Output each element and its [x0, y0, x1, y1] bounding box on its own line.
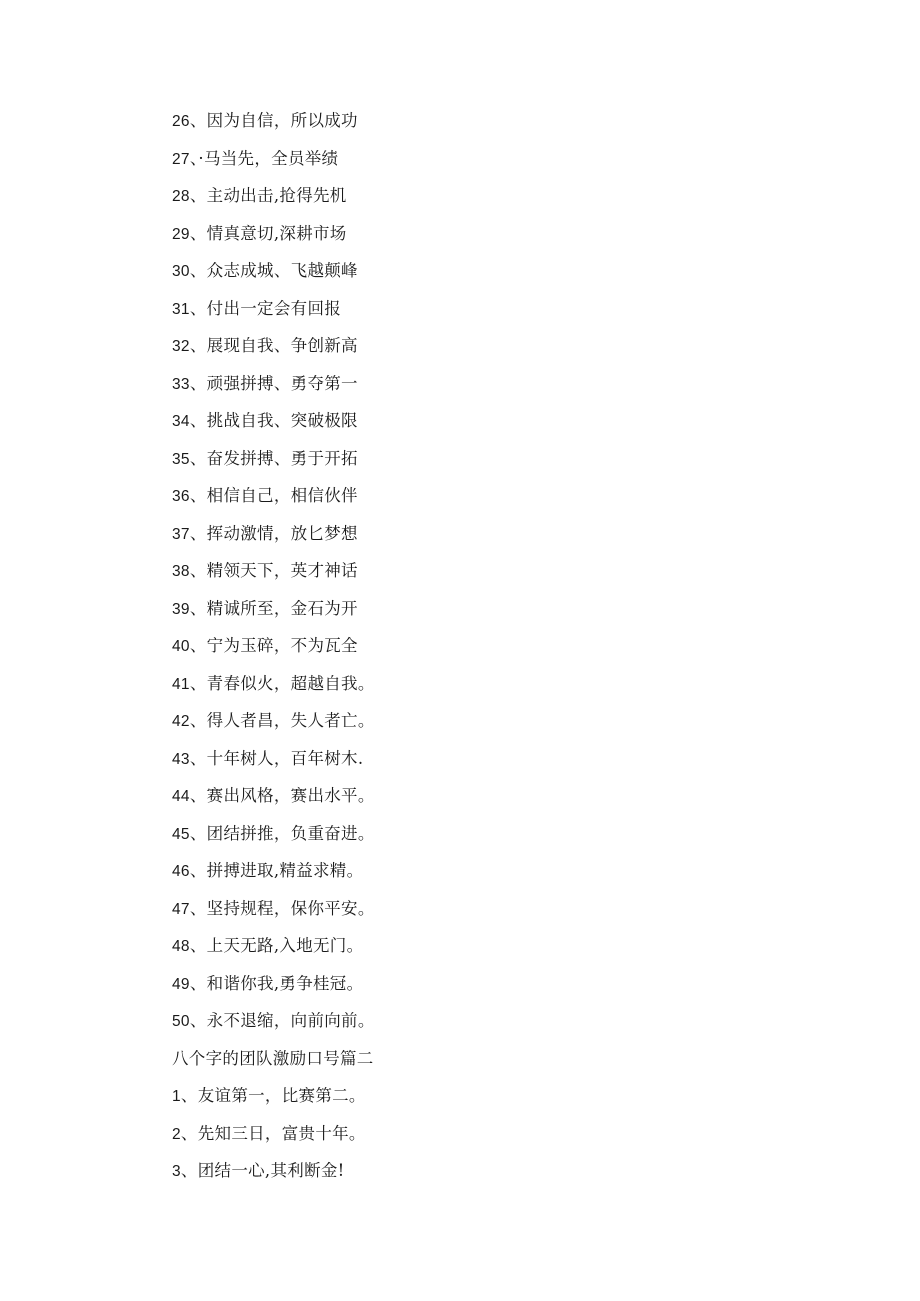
list-item	[172, 221, 375, 259]
list-item	[172, 783, 375, 821]
item-number: 47	[172, 900, 190, 918]
item-number: 37	[172, 525, 190, 543]
item-number: 39	[172, 600, 190, 618]
item-text: 、付出一定会有回报	[189, 298, 342, 318]
item-number: 3	[172, 1163, 181, 1180]
item-text: 、拼搏进取,精益求精。	[189, 861, 364, 880]
item-number: 30	[172, 263, 190, 280]
item-text: 、青春似火，超越自我。	[189, 673, 375, 693]
list-item	[172, 671, 375, 709]
item-text: 、·马当先，全员举绩	[189, 148, 339, 168]
list-item	[172, 633, 375, 671]
item-text: 、主动出击,抢得先机	[189, 186, 347, 205]
item-text: 、赛出风格，赛出水平。	[189, 786, 375, 805]
list-item	[172, 296, 375, 334]
list-item	[172, 558, 375, 596]
item-text: 、团结一心,其利断金!	[180, 1161, 345, 1180]
item-number: 35	[172, 450, 190, 468]
item-text: 、因为自信，所以成功	[189, 111, 358, 130]
item-text: 、宁为玉碎，不为瓦全	[189, 636, 358, 655]
list-item	[172, 596, 375, 634]
item-text: 、精诚所至，金石为开	[189, 598, 358, 618]
list-item	[172, 971, 375, 1009]
item-number: 50	[172, 1013, 190, 1030]
item-text: 、顽强拼搏、勇夺第一	[189, 373, 358, 393]
section-heading: 八个字的团队激励口号篇二	[172, 1048, 374, 1068]
list-item	[172, 708, 375, 746]
item-number: 46	[172, 863, 190, 880]
list-item	[172, 821, 375, 859]
item-number: 40	[172, 638, 190, 655]
item-text: 、和谐你我,勇争桂冠。	[189, 973, 364, 993]
item-text: 、挥动激情，放匕梦想	[189, 523, 358, 543]
list-item	[172, 1121, 375, 1159]
item-text: 、众志成城、飞越颠峰	[189, 261, 358, 280]
item-number: 41	[172, 675, 190, 693]
item-number: 28	[172, 188, 190, 205]
item-text: 、精领天下，英才神话	[189, 561, 358, 580]
item-text: 、团结拼推，负重奋进。	[189, 823, 375, 843]
item-number: 48	[172, 938, 190, 955]
item-number: 43	[172, 750, 190, 768]
item-text: 、坚持规程，保你平安。	[189, 898, 375, 918]
item-number: 1	[172, 1088, 181, 1105]
list-item	[172, 333, 375, 371]
list-item	[172, 408, 375, 446]
slogan-list	[172, 108, 375, 1196]
item-text: 、情真意切,深耕市场	[189, 223, 347, 243]
list-item	[172, 746, 375, 784]
list-item	[172, 371, 375, 409]
item-text: 、上天无路,入地无门。	[189, 936, 364, 955]
list-item	[172, 258, 375, 296]
list-item	[172, 521, 375, 559]
item-number: 38	[172, 563, 190, 580]
item-number: 33	[172, 375, 190, 393]
item-number: 32	[172, 338, 190, 355]
item-number: 36	[172, 488, 190, 505]
list-item	[172, 933, 375, 971]
item-text: 、挑战自我、突破极限	[189, 411, 358, 430]
item-text: 、十年树人，百年树木.	[189, 748, 364, 768]
item-number: 44	[172, 788, 190, 805]
list-item	[172, 1083, 375, 1121]
list-item	[172, 896, 375, 934]
item-text: 、相信自己，相信伙伴	[189, 486, 358, 505]
item-number: 2	[172, 1125, 181, 1143]
list-item	[172, 483, 375, 521]
list-item	[172, 1008, 375, 1046]
item-number: 27	[172, 150, 190, 168]
item-text: 、先知三日，富贵十年。	[180, 1123, 366, 1143]
item-text: 、得人者昌，失人者亡。	[189, 711, 375, 730]
list-item	[172, 858, 375, 896]
item-number: 49	[172, 975, 190, 993]
list-item	[172, 183, 375, 221]
item-number: 42	[172, 713, 190, 730]
item-text: 、永不退缩，向前向前。	[189, 1011, 375, 1030]
item-text: 、展现自我、争创新高	[189, 336, 358, 355]
item-text: 、友谊第一，比赛第二。	[180, 1086, 366, 1105]
item-number: 31	[172, 300, 190, 318]
list-item	[172, 146, 375, 184]
item-number: 29	[172, 225, 190, 243]
list-item	[172, 446, 375, 484]
item-number: 45	[172, 825, 190, 843]
list-item	[172, 1158, 375, 1196]
item-number: 34	[172, 413, 190, 430]
item-text: 、奋发拼搏、勇于开拓	[189, 448, 358, 468]
item-number: 26	[172, 113, 190, 130]
list-item	[172, 108, 375, 146]
